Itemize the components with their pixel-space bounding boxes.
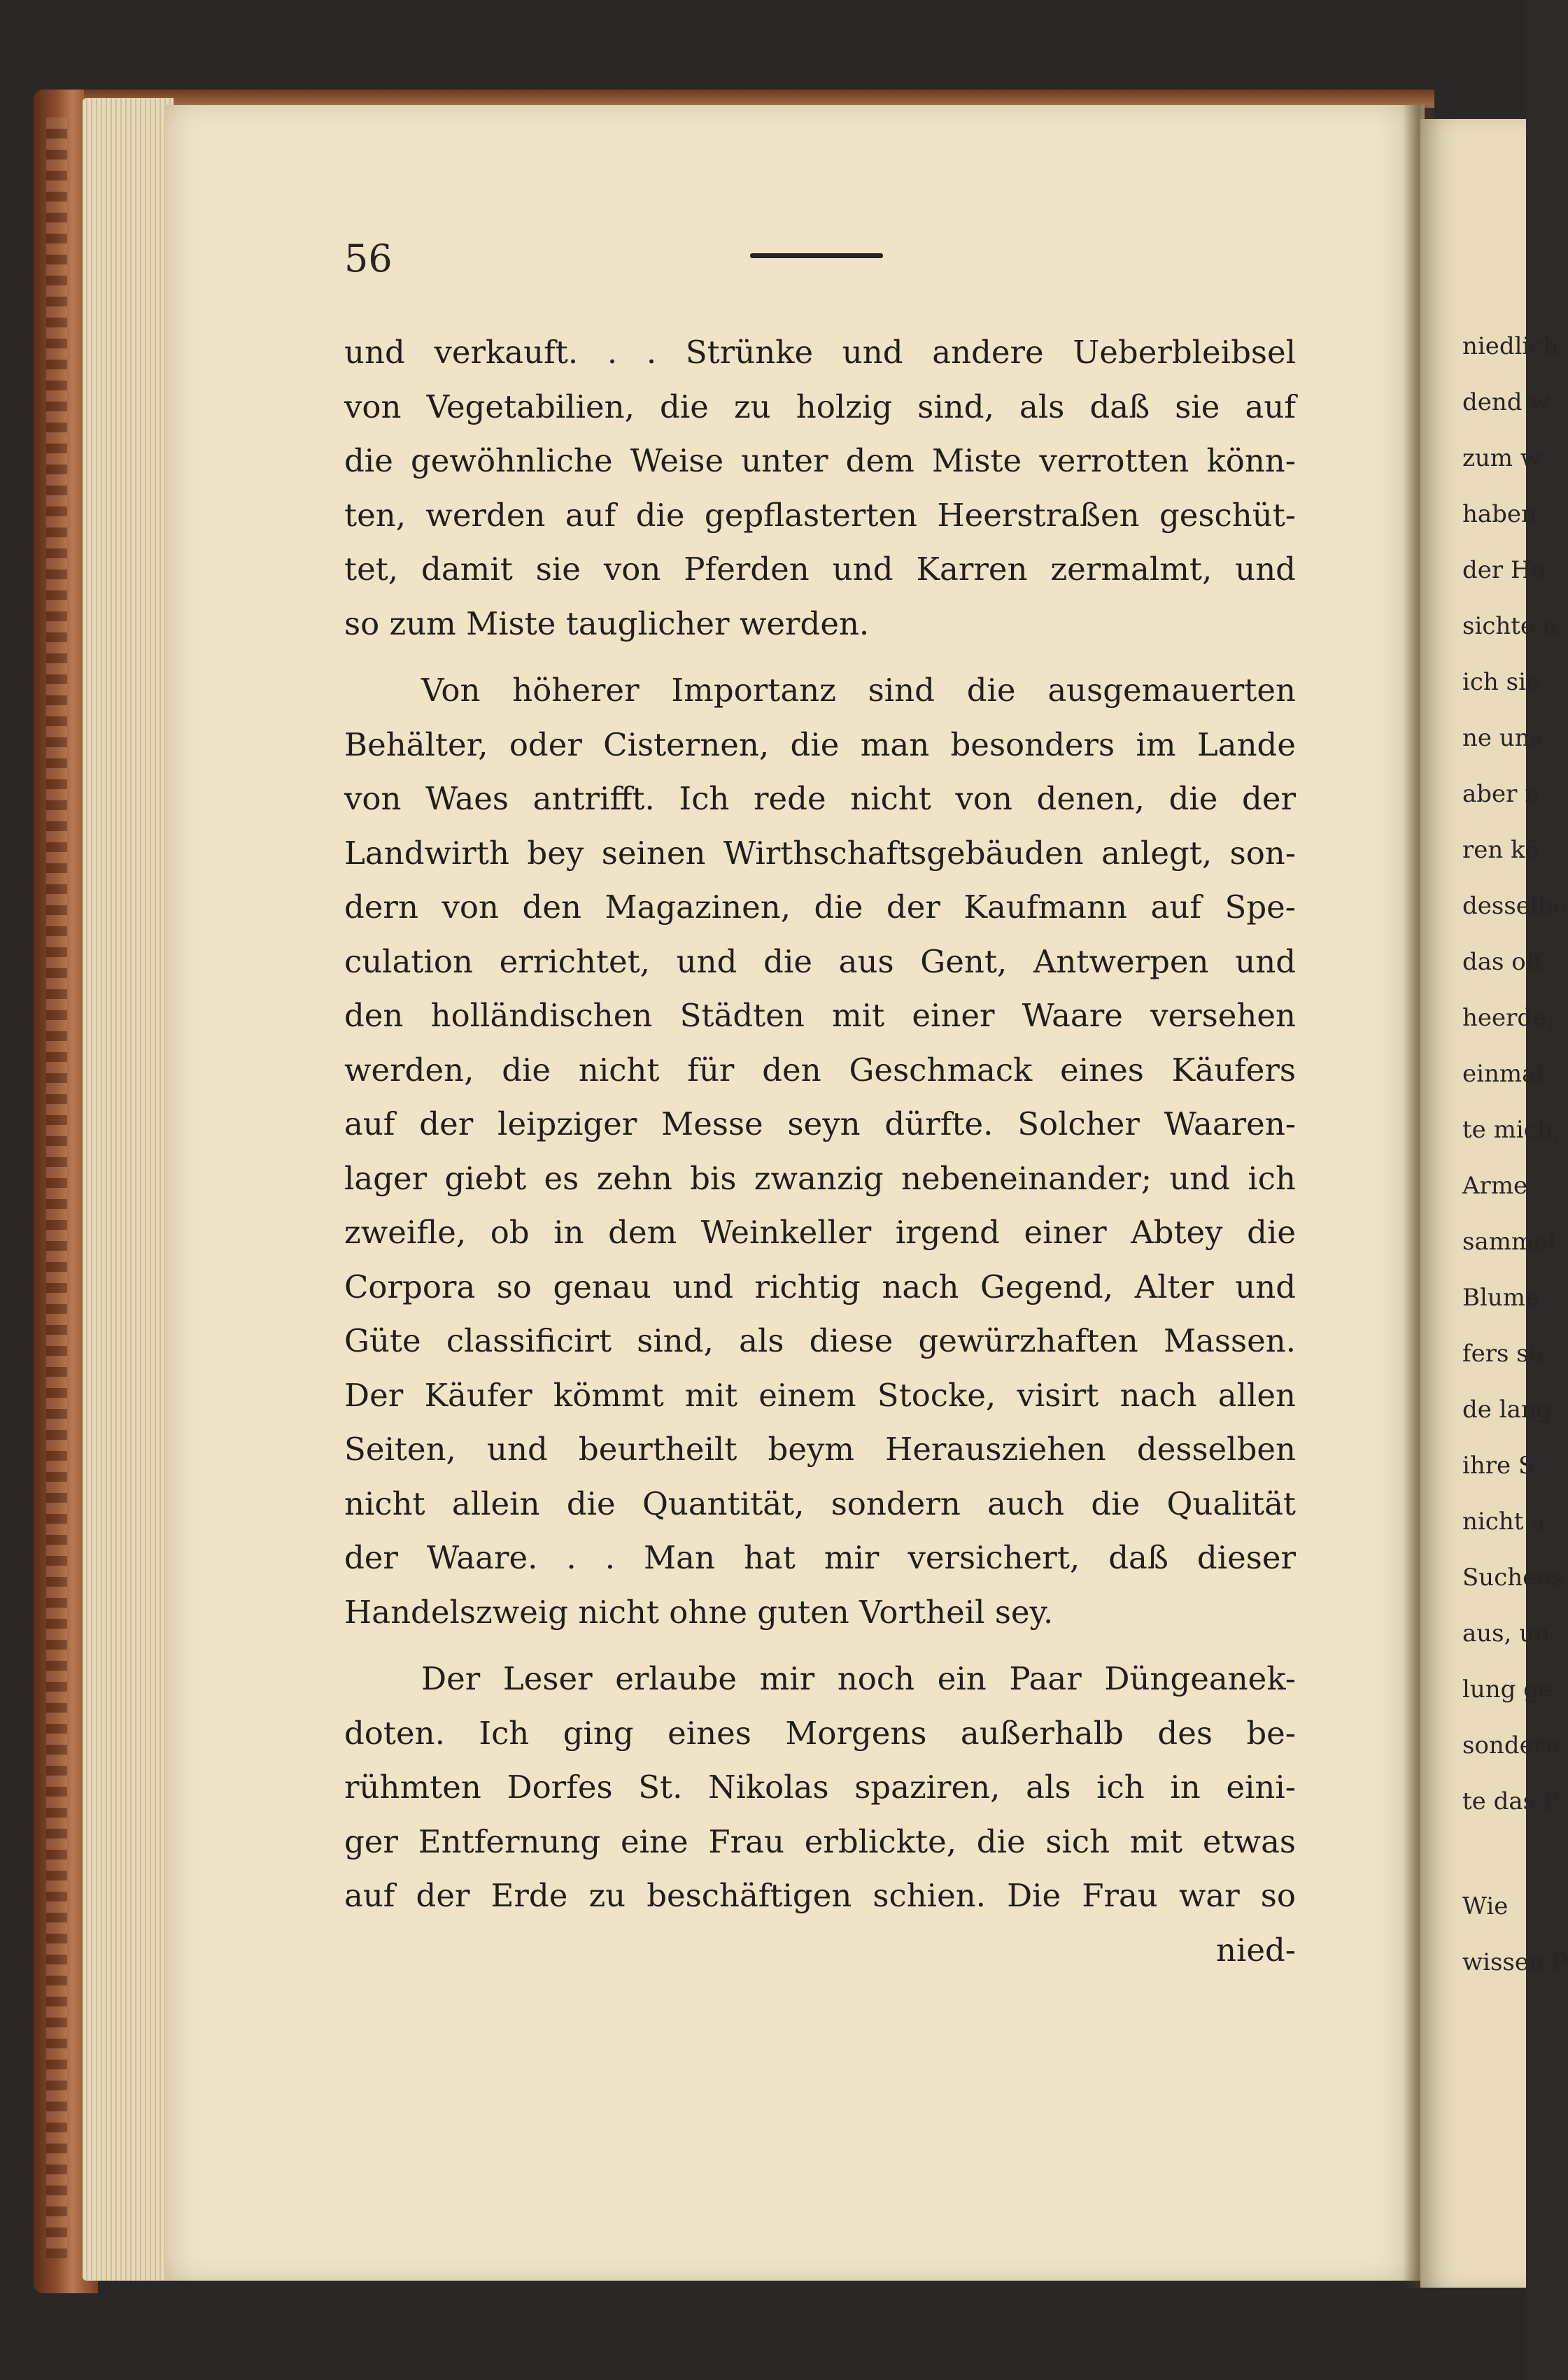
facing-page-line: Blume [1462,1284,1540,1312]
facing-page-line: wissen P [1462,1948,1568,1976]
facing-page-line: sichte n [1462,612,1558,640]
text-line: der Waare. . . Man hat mir versichert, daß dieser [344,1539,1296,1576]
page-block-edges [83,98,174,2281]
facing-page-line: ne uns [1462,724,1543,752]
catchword: nied- [1215,1931,1296,1969]
text-line: Güte classificirt sind, als diese gewürzhaften Massen. [344,1322,1296,1359]
facing-page-line: zum w [1462,444,1541,472]
text-line: und verkauft. . . Strünke und andere Ueberbleibsel [344,334,1296,371]
facing-page-line: dend w [1462,388,1551,416]
facing-page-line: einmal [1462,1060,1544,1088]
facing-page-line: te mich, [1462,1116,1560,1144]
facing-page-line: haben [1462,500,1537,528]
text-line: Der Käufer kömmt mit einem Stocke, visirt nach allen [344,1376,1296,1414]
facing-page-line: der He [1462,556,1546,584]
facing-page-line: Arme, [1462,1172,1535,1200]
text-line: Landwirth bey seinen Wirthschaftsgebäuden anlegt, son- [344,834,1296,872]
text-line: tet, damit sie von Pferden und Karren zermalmt, und [344,551,1296,588]
facing-page-line: sondern [1462,1731,1560,1759]
text-line: lager giebt es zehn bis zwanzig nebeneinander; und ich [344,1159,1296,1197]
text-line: auf der leipziger Messe seyn dürfte. Solcher Waaren- [344,1105,1296,1142]
facing-page-line: heerde, [1462,1004,1555,1032]
facing-page-line: aber n [1462,780,1541,808]
facing-page-line: Suchens [1462,1564,1565,1592]
facing-page-line: Wie [1462,1892,1509,1920]
text-line: dern von den Magazinen, die der Kaufmann auf Spe- [344,888,1296,926]
text-line: ger Entfernung eine Frau erblickte, die sich mit etwas [344,1822,1296,1860]
text-line: Seiten, und beurtheilt beym Herausziehen desselben [344,1431,1296,1468]
text-line: Behälter, oder Cisternen, die man besonders im Lande [344,725,1296,763]
text-line: Der Leser erlaube mir noch ein Paar Düngeanek- [421,1660,1296,1697]
text-line: auf der Erde zu beschäftigen schien. Die Frau war so [344,1877,1296,1914]
text-line: culation errichtet, und die aus Gent, Antwerpen und [344,942,1296,980]
text-line: nicht allein die Quantität, sondern auch die Qualität [344,1485,1296,1522]
text-line: werden, die nicht für den Geschmack eines Käufers [344,1051,1296,1089]
text-line: doten. Ich ging eines Morgens außerhalb des be- [344,1714,1296,1752]
facing-page-line: ich sie [1462,668,1541,696]
page-number: 56 [344,236,393,281]
facing-page-line: de lang [1462,1396,1552,1424]
facing-page-line: desselbe [1462,892,1567,920]
text-line: Handelszweig nicht ohne guten Vortheil sey. [344,1593,1054,1631]
page-text [344,325,1296,1977]
text-line: Corpora so genau und richtig nach Gegend, Alter und [344,1268,1296,1305]
text-line: den holländischen Städten mit einer Waare versehen [344,997,1296,1034]
facing-page-line: das off [1462,948,1543,976]
text-line: zweifle, ob in dem Weinkeller irgend einer Abtey die [344,1214,1296,1251]
facing-page-line: niedlich [1462,332,1559,360]
paragraph-gap [344,651,1296,663]
facing-page-line: nicht a [1462,1508,1546,1536]
header-rule [750,253,883,258]
text-line: rühmten Dorfes St. Nikolas spaziren, als ich in eini- [344,1769,1296,1806]
facing-page-line: lung ge [1462,1676,1553,1703]
facing-page-line: te das P [1462,1787,1559,1815]
facing-page-text [1462,318,1568,1990]
paragraph-gap [344,1639,1296,1652]
text-line: so zum Miste tauglicher werden. [344,604,870,642]
facing-page-line: fers su [1462,1340,1544,1368]
facing-page-line: aus, un [1462,1620,1551,1648]
facing-page-line: sammel [1462,1228,1556,1256]
facing-page-line: ihre S [1462,1452,1535,1480]
facing-page-line: ren kö [1462,836,1540,864]
text-line: die gewöhnliche Weise unter dem Miste verrotten könn- [344,442,1296,479]
text-line: von Vegetabilien, die zu holzig sind, als daß sie auf [344,388,1296,425]
text-line: Von höherer Importanz sind die ausgemauerten [421,672,1296,709]
text-line: von Waes antrifft. Ich rede nicht von denen, die der [344,780,1296,817]
text-line: ten, werden auf die gepflasterten Heerstraßen geschüt- [344,496,1296,534]
facing-page-gap [1462,1829,1532,1878]
